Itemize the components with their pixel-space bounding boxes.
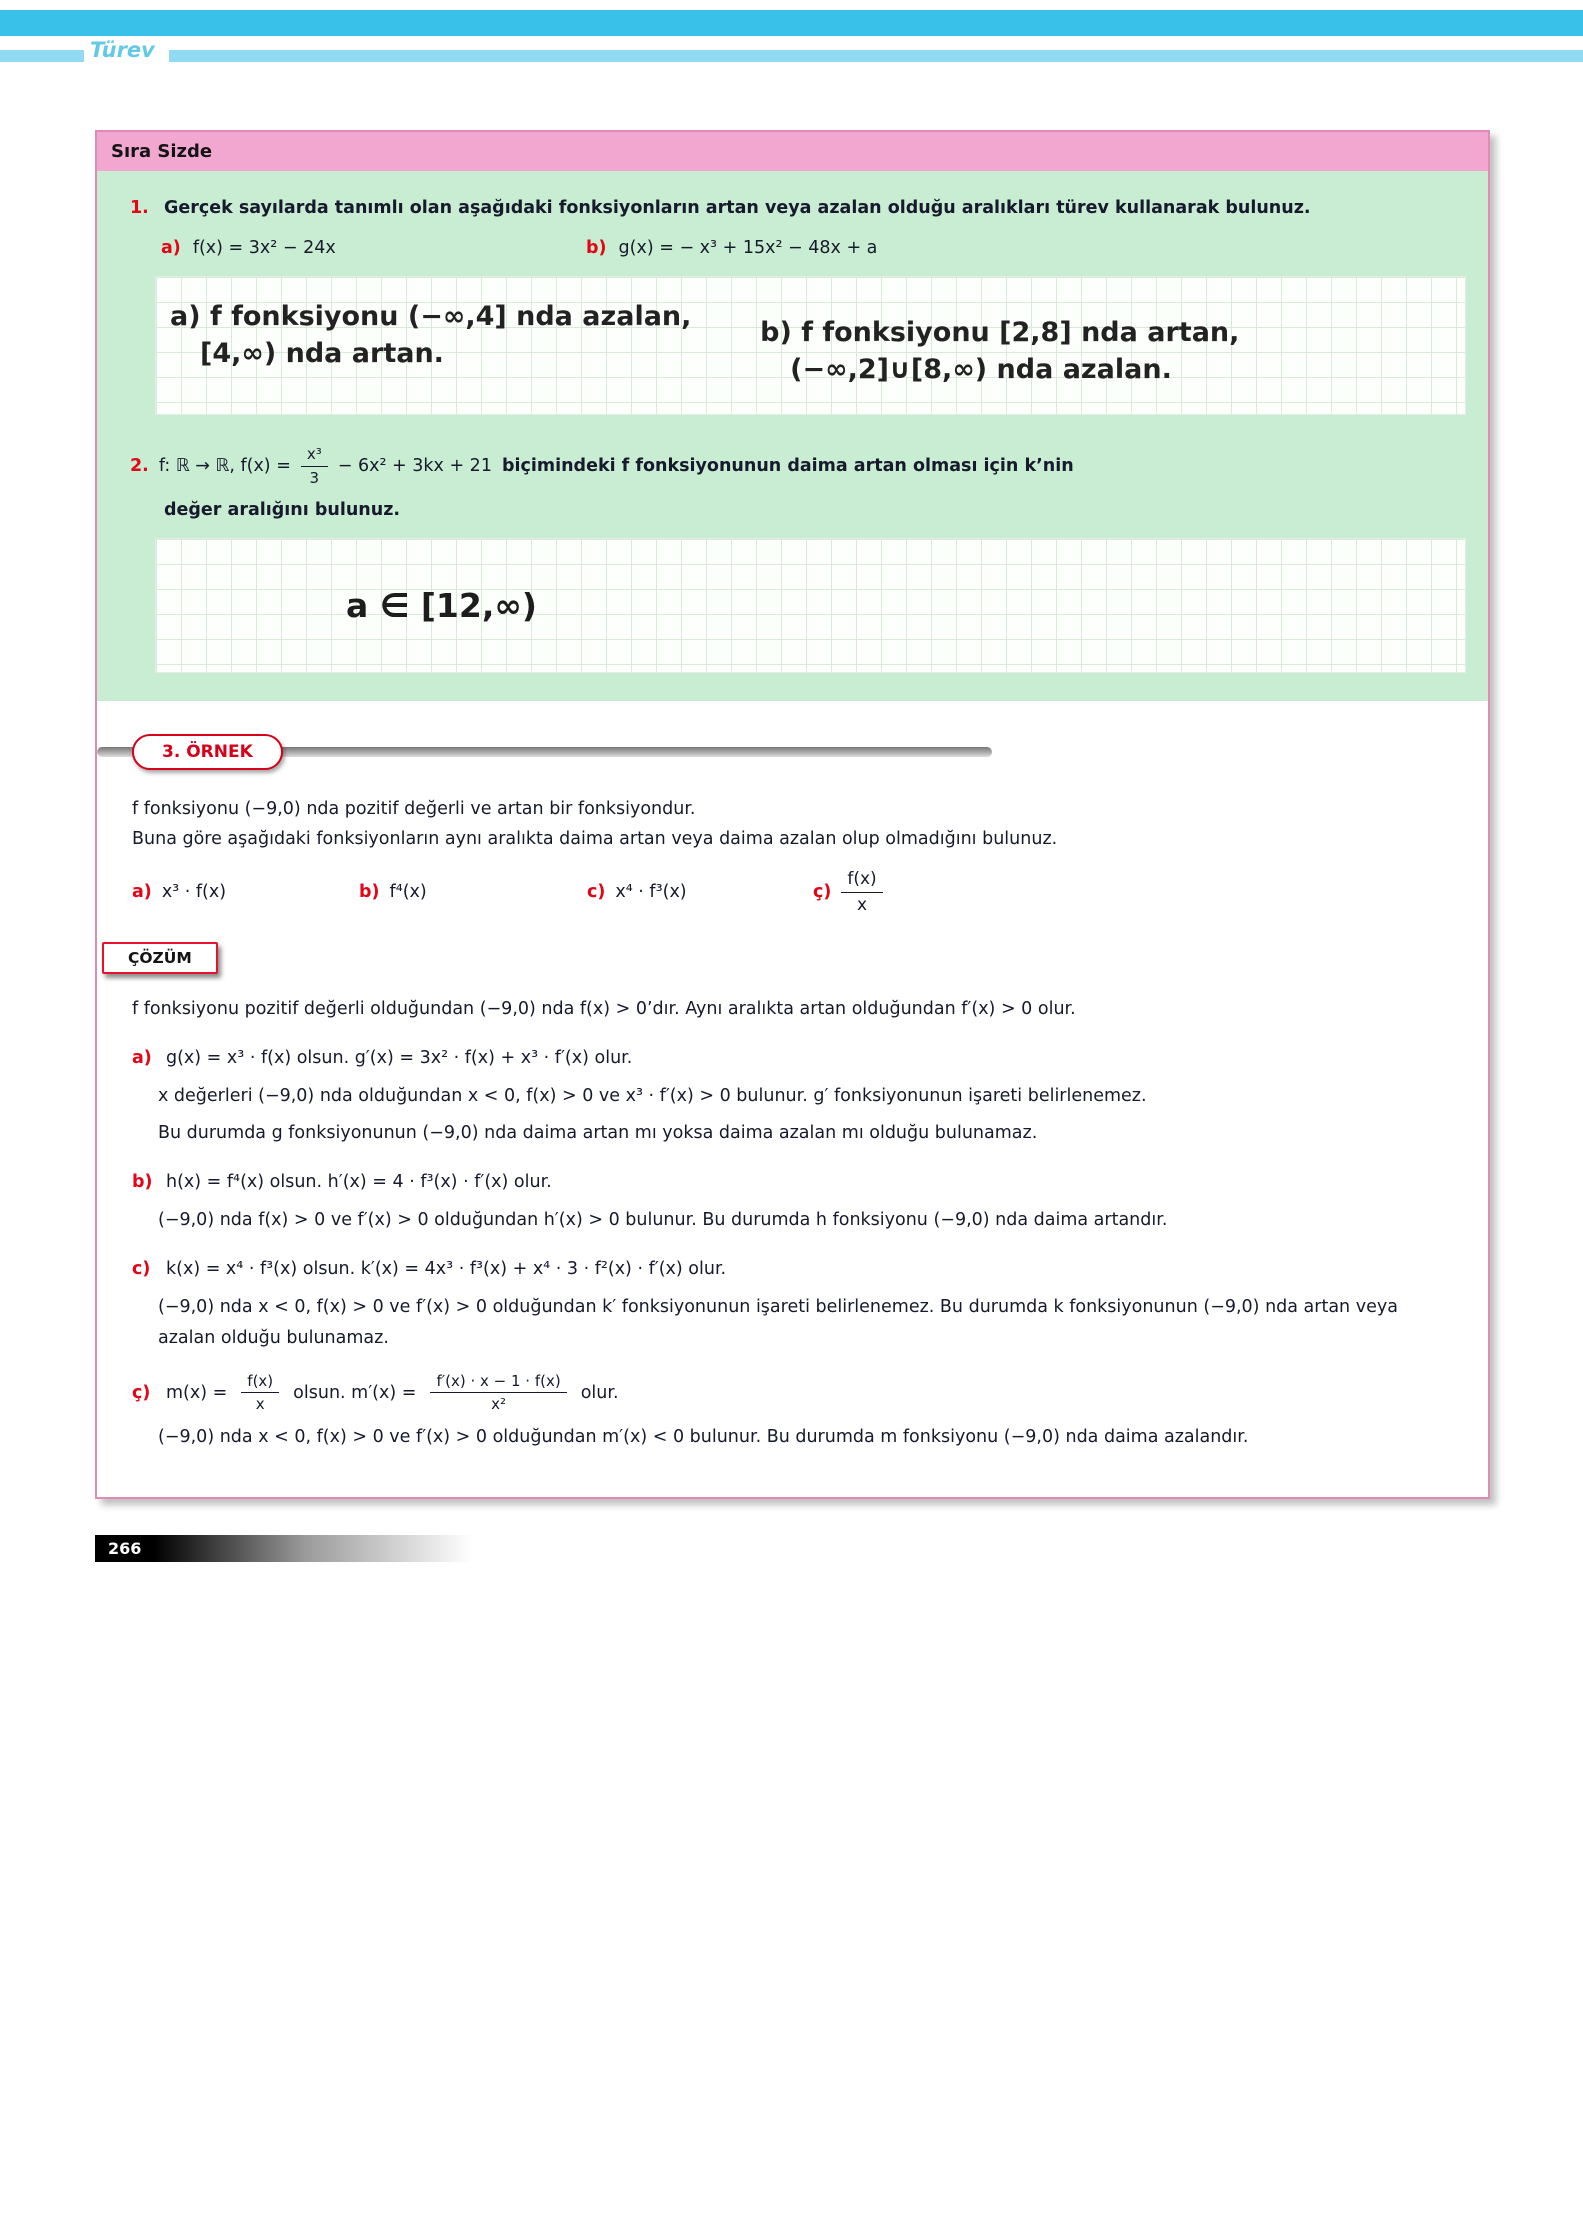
solution-d-label: ç) — [132, 1382, 151, 1403]
solution-a-label: a) — [132, 1047, 152, 1068]
example-paragraph-1: f fonksiyonu (−9,0) nda pozitif değerli ve artan bir fonksiyondur. — [132, 798, 696, 819]
solution-d-head — [132, 1372, 1450, 1415]
solution-a-head — [132, 1043, 1450, 1074]
solution-d-equation-3: olur. — [580, 1382, 619, 1403]
fraction-denominator: x — [857, 894, 868, 915]
option-d-label: ç) — [813, 882, 832, 903]
question-1-item-b — [586, 238, 1488, 258]
solution-a-equation: g(x) = x³ · f(x) olsun. g′(x) = 3x² · f(x) + x³ · f′(x) olur. — [166, 1047, 633, 1068]
option-b — [359, 882, 587, 902]
example-section — [97, 701, 1488, 1497]
option-b-label: b) — [359, 882, 380, 903]
item-a-label: a) — [161, 238, 181, 259]
fraction-numerator: x³ — [301, 445, 328, 467]
item-a-formula: f(x) = 3x² − 24x — [192, 238, 336, 259]
fraction — [841, 869, 882, 917]
solution-a-text-2: Bu durumda g fonksiyonunun (−9,0) nda daima artan mı yoksa daima azalan mı olduğu bulunamaz. — [158, 1122, 1038, 1143]
page-number: 266 — [95, 1535, 154, 1562]
answer-a-line2: [4,∞) nda artan. — [200, 337, 444, 369]
solution-block-d — [132, 1372, 1450, 1453]
worksheet-panel — [95, 130, 1490, 1499]
page-header — [0, 0, 1583, 74]
solution-a-body — [158, 1081, 1450, 1148]
question-1-item-a — [161, 238, 586, 258]
header-stripe-thin — [0, 50, 1583, 62]
page-footer — [95, 1535, 1583, 1562]
example-badge: 3. ÖRNEK — [132, 734, 283, 770]
solution-c-label: c) — [132, 1258, 151, 1279]
answer-b-line1: b) f fonksiyonu [2,8] nda artan, — [760, 317, 1240, 349]
item-b-formula: g(x) = − x³ + 15x² − 48x + a — [618, 238, 878, 259]
solution-block-b — [132, 1167, 1450, 1236]
solution-b-label: b) — [132, 1171, 153, 1192]
solution-b-head — [132, 1167, 1450, 1198]
handwritten-answer-a — [170, 299, 760, 388]
option-b-formula: f⁴(x) — [389, 882, 427, 903]
fraction — [241, 1372, 279, 1415]
fraction-denominator: x² — [491, 1395, 507, 1414]
solution-block-c — [132, 1254, 1450, 1354]
example-header-row — [132, 729, 1450, 775]
option-c — [587, 882, 813, 902]
fraction-denominator: 3 — [309, 468, 320, 487]
fraction — [301, 445, 328, 488]
option-c-label: c) — [587, 882, 606, 903]
fraction — [430, 1372, 566, 1415]
solution-d-equation-2: olsun. m′(x) = — [293, 1382, 417, 1403]
question-2-line1 — [130, 445, 1446, 488]
fraction-numerator: f(x) — [841, 869, 882, 893]
solution-b-text-1: (−9,0) nda f(x) > 0 ve f′(x) > 0 olduğundan h′(x) > 0 bulunur. Bu durumda h fonksiyonu (−9,0) nda daima artandır. — [158, 1210, 1168, 1231]
option-a-formula: x³ · f(x) — [161, 882, 227, 903]
solution-intro: f fonksiyonu pozitif değerli olduğundan (−9,0) nda f(x) > 0’dır. Aynı aralıkta artan olduğundan f′(x) > 0 olur. — [132, 999, 1076, 1019]
fraction-denominator: x — [255, 1395, 265, 1414]
option-a — [132, 882, 359, 902]
question-2-instruction: biçimindeki f fonksiyonunun daima artan olması için k’nin — [501, 456, 1074, 477]
solution-body — [132, 994, 1450, 1453]
answer-b-line2: (−∞,2]∪[8,∞) nda azalan. — [790, 353, 1172, 385]
answer-a-line1: a) f fonksiyonu (−∞,4] nda azalan, — [170, 301, 692, 333]
solution-c-equation: k(x) = x⁴ · f³(x) olsun. k′(x) = 4x³ · f³(x) + x⁴ · 3 · f²(x) · f′(x) olur. — [166, 1258, 727, 1279]
answer-grid-2 — [155, 538, 1466, 673]
example-options-row — [132, 869, 1450, 917]
answer-grid-1 — [155, 276, 1466, 415]
example-paragraph-2: Buna göre aşağıdaki fonksiyonların aynı aralıkta daima artan veya daima azalan olup olmadığını bulunuz. — [132, 828, 1058, 849]
solution-title: ÇÖZÜM — [102, 942, 218, 974]
solution-block-a — [132, 1043, 1450, 1149]
footer-gradient-bar — [154, 1535, 489, 1562]
header-stripe-row — [0, 36, 1583, 74]
solution-a-text-1: x değerleri (−9,0) nda olduğundan x < 0, f(x) > 0 ve x³ · f′(x) > 0 bulunur. g′ fonksiyonunun işareti belirlenemez. — [158, 1086, 1147, 1107]
question-2-formula-prefix: f: ℝ → ℝ, f(x) = — [158, 456, 291, 477]
option-d — [813, 869, 1450, 917]
option-a-label: a) — [132, 882, 152, 903]
question-1 — [130, 195, 1446, 222]
header-stripe-thick — [0, 10, 1583, 36]
item-b-label: b) — [586, 238, 607, 259]
section-title: Sıra Sizde — [97, 132, 1488, 171]
question-2-instruction-2: değer aralığını bulunuz. — [164, 499, 401, 520]
solution-d-body — [158, 1422, 1450, 1453]
question-1-number: 1. — [130, 198, 149, 218]
solution-d-equation-1: m(x) = — [166, 1382, 228, 1403]
question-2-number: 2. — [130, 456, 149, 477]
question-2-formula-suffix: − 6x² + 3kx + 21 — [337, 456, 492, 477]
solution-c-body — [158, 1292, 1450, 1353]
solution-b-equation: h(x) = f⁴(x) olsun. h′(x) = 4 · f³(x) · f′(x) olur. — [166, 1171, 552, 1192]
handwritten-answer-2: a ∈ [12,∞) — [346, 585, 537, 625]
solution-b-body — [158, 1205, 1450, 1236]
chapter-label: Türev — [84, 38, 169, 65]
fraction-numerator: f(x) — [241, 1372, 279, 1394]
solution-d-text-1: (−9,0) nda x < 0, f(x) > 0 ve f′(x) > 0 olduğundan m′(x) < 0 bulunur. Bu durumda m fonksiyonu (−9,0) nda daima azalandır. — [158, 1427, 1249, 1448]
sira-sizde-section — [97, 171, 1488, 701]
question-2 — [130, 445, 1446, 520]
question-1-text: Gerçek sayılarda tanımlı olan aşağıdaki fonksiyonların artan veya azalan olduğu aralıkları türev kullanarak bulunuz. — [164, 198, 1311, 218]
option-c-formula: x⁴ · f³(x) — [615, 882, 687, 903]
solution-c-head — [132, 1254, 1450, 1285]
handwritten-answer-b — [760, 299, 1453, 388]
question-1-formulas — [161, 238, 1488, 258]
fraction-numerator: f′(x) · x − 1 · f(x) — [430, 1372, 566, 1394]
solution-c-text-1: (−9,0) nda x < 0, f(x) > 0 ve f′(x) > 0 olduğundan k′ fonksiyonunun işareti belirlenemez. Bu durumda k fonksiyonunun (−9,0) nda artan veya azalan olduğu bulunamaz. — [158, 1297, 1398, 1348]
